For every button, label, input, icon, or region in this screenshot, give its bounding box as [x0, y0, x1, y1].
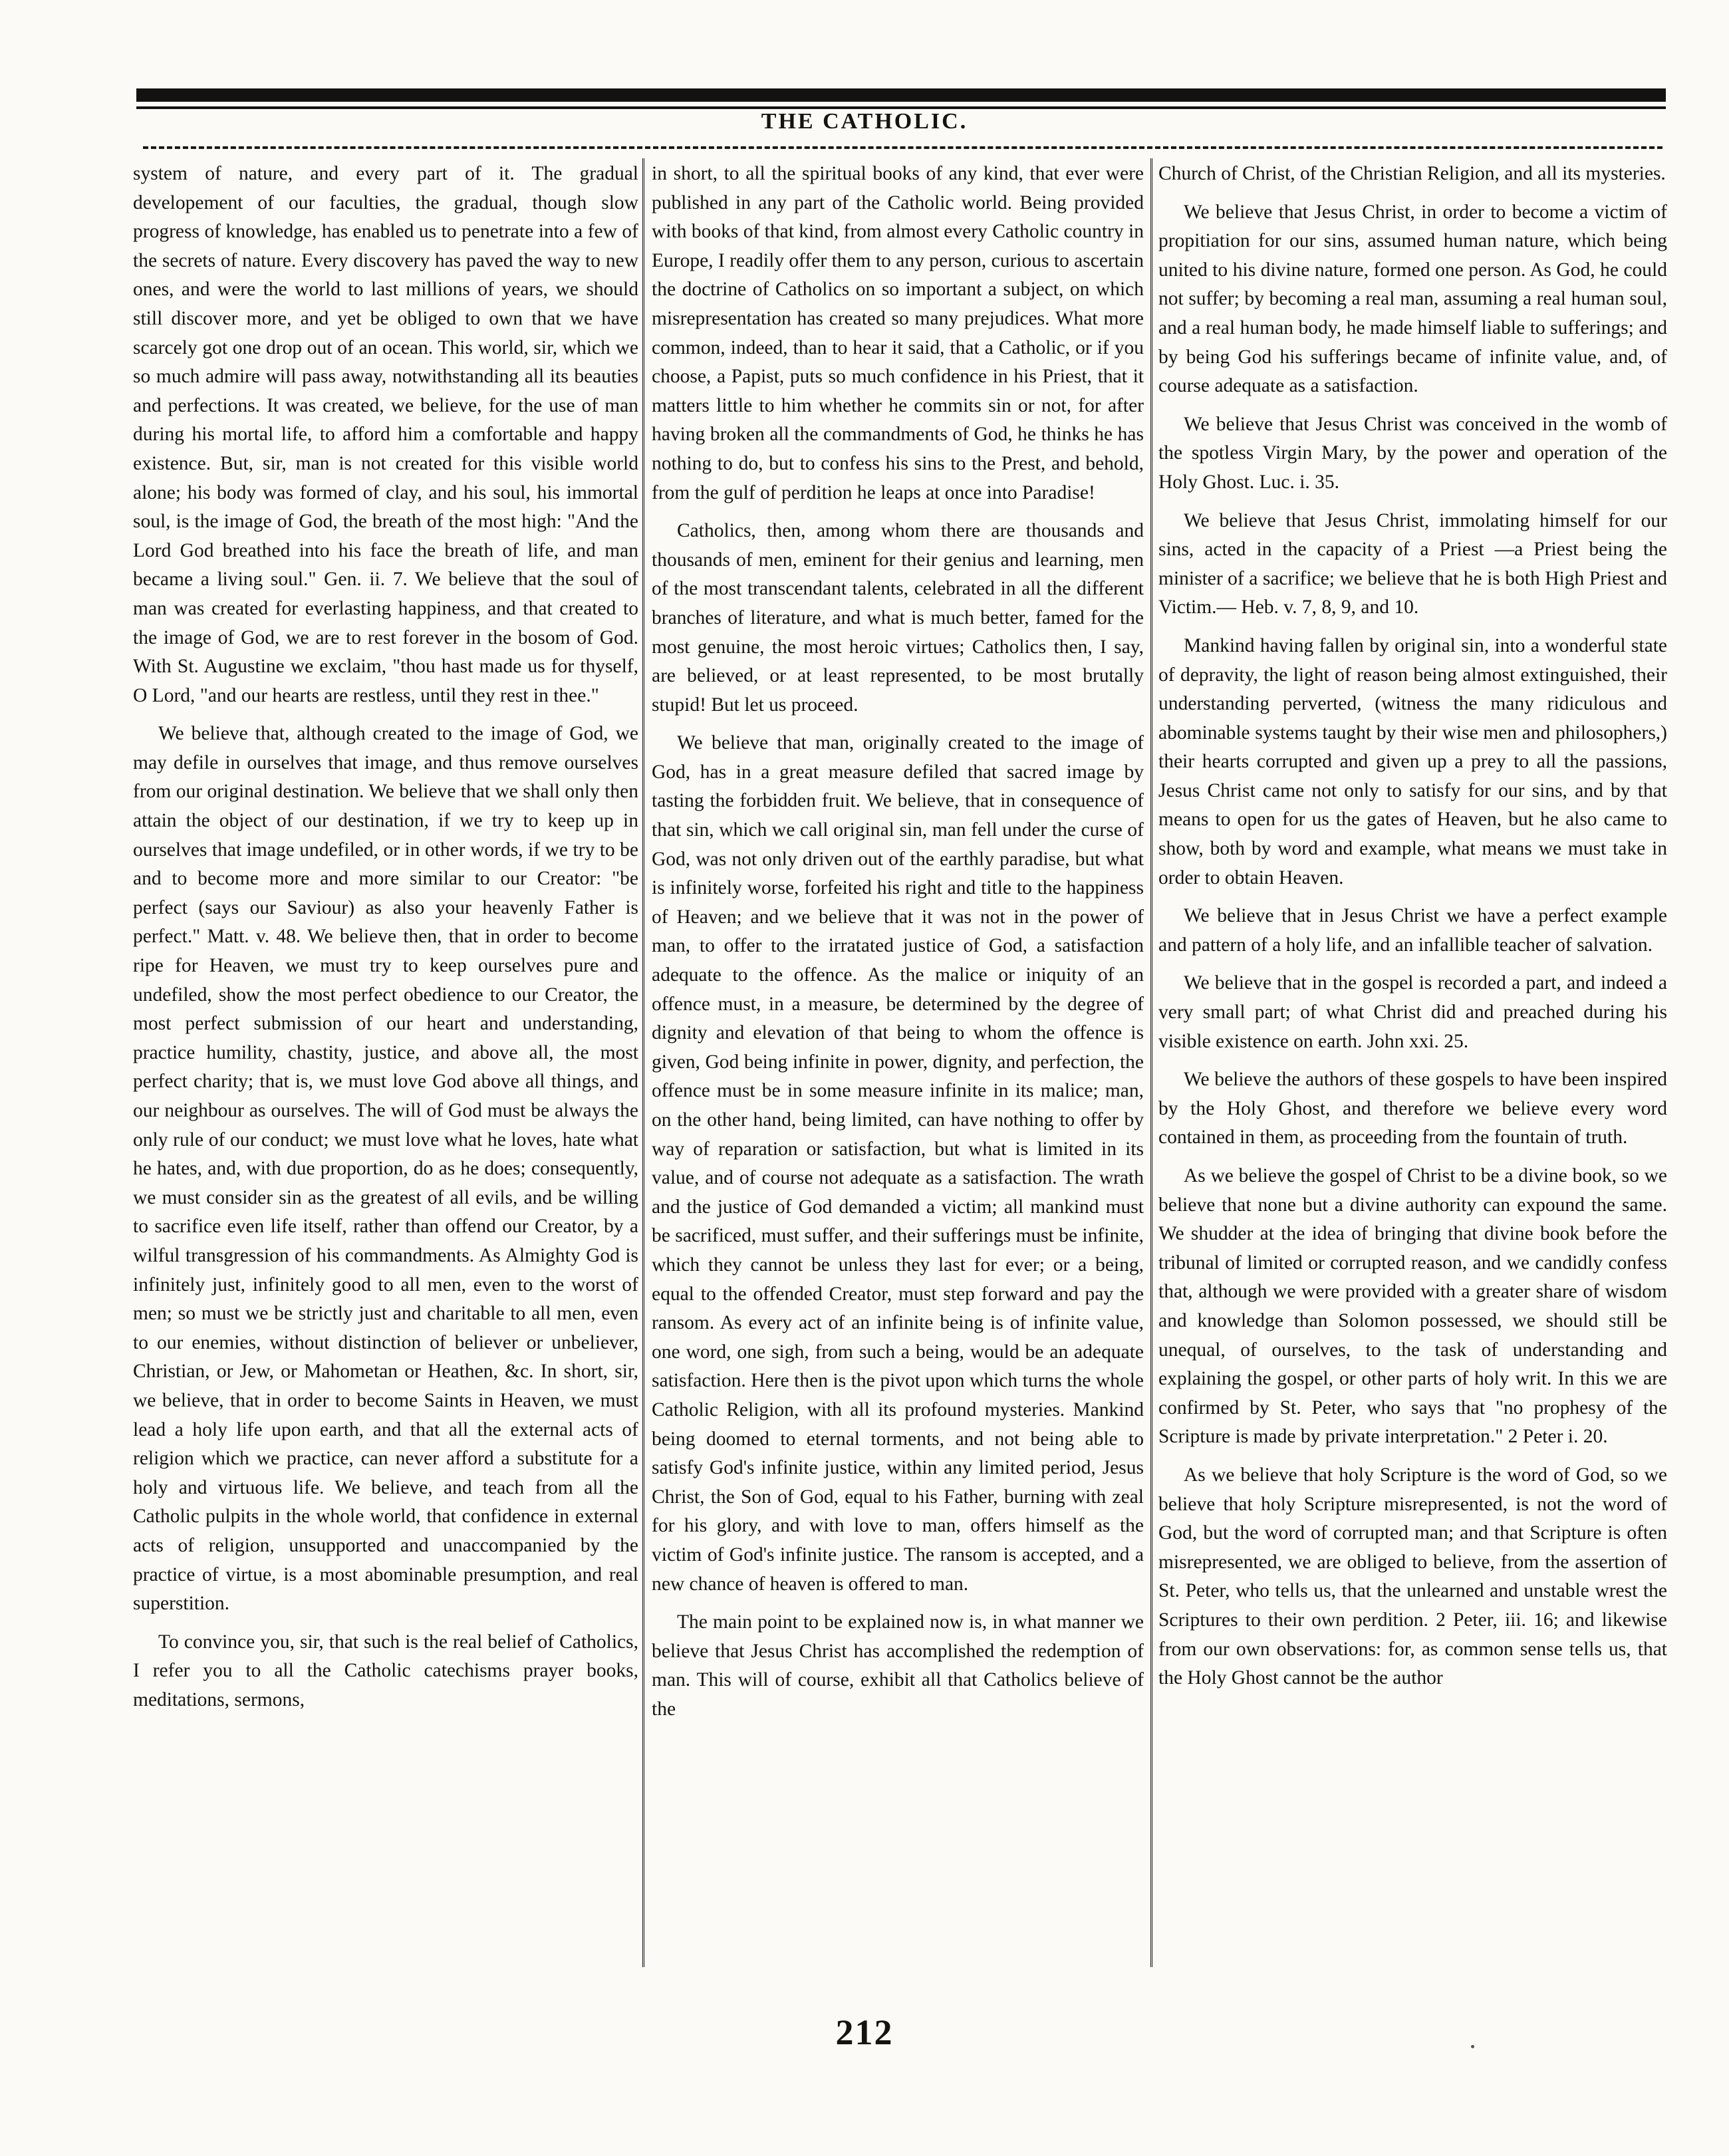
paragraph: As we believe the gospel of Christ to be a divine book, so we believe that none but a divine authority can expound the same. We shudder at the idea of bringing that divine book before the tribunal of limited or corrupted reason, and we candidly confess that, although we were provided with a greater share of wisdom and knowledge than Solomon possessed, we should still be unequal, of ourselves, to the task of understanding and explaining the gospel, or other parts of holy writ. In this we are confirmed by St. Peter, who says that "no prophesy of the Scripture is made by private interpretation." 2 Peter i. 20. [1158, 1165, 1667, 1448]
ink-speck [1471, 2045, 1474, 2048]
paragraph: We believe that Jesus Christ was conceived in the womb of the spotless Virgin Mary, by the power and operation of the Holy Ghost. Luc. i. 35. [1158, 413, 1667, 493]
paragraph: system of nature, and every part of it. The gradual developement of our faculties, the gradual, though slow progress of knowledge, has enabled us to penetrate into a few of the secrets of nature. Every discovery has paved the way to new ones, and were the world to last millions of years, we should still discover more, and yet be obliged to own that we have scarcely got one drop out of an ocean. This world, sir, which we so much admire will pass away, notwithstanding all its beauties and perfections. It was created, we believe, for the use of man during his mortal life, to afford him a comfortable and happy existence. But, sir, man is not created for this visible world alone; his body was formed of clay, and his soul, his immortal soul, is the image of God, the breath of the most high: "And the Lord God breathed into his face the breath of life, and man became a living soul." Gen. ii. 7. We believe that the soul of man was created for everlasting happiness, and that created to the image of God, we are to rest forever in the bosom of God. With St. Augustine we exclaim, "thou hast made us for thyself, O Lord, "and our hearts are restless, until they rest in thee." [133, 163, 638, 706]
paragraph: We believe that in Jesus Christ we have a perfect example and pattern of a holy life, and an infallible teacher of salvation. [1158, 905, 1667, 956]
paragraph: Church of Christ, of the Christian Religion, and all its mysteries. [1158, 163, 1666, 184]
paragraph: We believe that Jesus Christ, in order to become a victim of propitiation for our sins, assumed human nature, which being united to his divine nature, formed one person. As God, he could not suffer; by becoming a real man, assuming a real human soul, and a real human body, he made himself liable to sufferings; and by being God his sufferings became of infinite value, and, of course adequate as a satisfaction. [1158, 201, 1667, 397]
paragraph: We believe the authors of these gospels to have been inspired by the Holy Ghost, and therefore we believe every word contained in them, as proceeding from the fountain of truth. [1158, 1069, 1667, 1148]
paragraph: in short, to all the spiritual books of any kind, that ever were published in any part of the Catholic world. Being provided with books of that kind, from almost every Catholic country in Europe, I readily offer them to any person, curious to ascertain the doctrine of Catholics on so important a subject, on which misrepresentation has created so many prejudices. What more common, indeed, than to hear it said, that a Catholic, or if you choose, a Papist, puts so much confidence in his Priest, that it matters little to him whether he commits sin or not, for after having broken all the commandments of God, he thinks he has nothing to do, but to confess his sins to the Prest, and behold, from the gulf of perdition he leaps at once into Paradise! [652, 163, 1144, 503]
paragraph: Catholics, then, among whom there are thousands and thousands of men, eminent for their genius and learning, men of the most transcendant talents, celebrated in all the different branches of literature, and what is much better, famed for the most genuine, the most heroic virtues; Catholics then, I say, are believed, or at least represented, to be most brutally stupid! But let us proceed. [652, 520, 1144, 716]
paragraph: We believe that in the gospel is recorded a part, and indeed a very small part; of what Christ did and preached during his visible existence on earth. John xxi. 25. [1158, 972, 1667, 1052]
paragraph: We believe that man, originally created to the image of God, has in a great measure defiled that sacred image by tasting the forbidden fruit. We believe, that in consequence of that sin, which we call original sin, man fell under the curse of God, was not only driven out of the earthly paradise, but what is infinitely worse, forfeited his right and title to the happiness of Heaven; and we believe that it was not in the power of man, to offer to the irratated justice of God, a satisfaction adequate to the offence. As the malice or iniquity of an offence must, in a measure, be determined by the degree of dignity and elevation of that being to whom the offence is given, God being infinite in power, dignity, and perfection, the offence must be in some measure infinite in its malice; man, on the other hand, being limited, can have nothing to offer by way of reparation or satisfaction, but what is limited in its value, and of course not adequate as a satisfaction. The wrath and the justice of God demanded a victim; all mankind must be sacrificed, must suffer, and their sufferings must be infinite, which they cannot be unless they last for ever; or a being, equal to the offended Creator, must step forward and pay the ransom. As every act of an infinite being is of infinite value, one word, one sigh, from such a being, would be an adequate satisfaction. Here then is the pivot upon which turns the whole Catholic Religion, with all its profound mysteries. Mankind being doomed to eternal torments, and not being able to satisfy God's infinite justice, within any limited period, Jesus Christ, the Son of God, equal to his Father, burning with zeal for his glory, and with love to man, offers himself as the victim of God's infinite justice. The ransom is accepted, and a new chance of heaven is offered to man. [652, 732, 1144, 1595]
paragraph: We believe that Jesus Christ, immolating himself for our sins, acted in the capacity of a Priest —a Priest being the minister of a sacrifice; we believe that he is both High Priest and Victim.— Heb. v. 7, 8, 9, and 10. [1158, 509, 1667, 618]
header-thick-rule [136, 88, 1666, 102]
paragraph: To convince you, sir, that such is the real belief of Catholics, I refer you to all the Catholic catechisms prayer books, meditations, sermons, [133, 1631, 638, 1710]
paragraph: As we believe that holy Scripture is the word of God, so we believe that holy Scripture misrepresented, is not the word of God, but the word of corrupted man; and that Scripture is often misrepresented, we are obliged to believe, from the assertion of St. Peter, who tells us, that the unlearned and unstable wrest the Scriptures to their own perdition. 2 Peter, iii. 16; and likewise from our own observations: for, as common sense tells us, that the Holy Ghost cannot be the author [1158, 1464, 1667, 1689]
running-title: THE CATHOLIC. [761, 109, 968, 134]
column-1 [133, 160, 638, 1988]
page-number: 212 [835, 2012, 894, 2052]
paragraph: The main point to be explained now is, in what manner we believe that Jesus Christ has accomplished the redemption of man. This will of course, exhibit all that Catholics believe of the [652, 1611, 1144, 1720]
column-3 [1158, 160, 1667, 1988]
paragraph: We believe that, although created to the image of God, we may defile in ourselves that image, and thus remove ourselves from our original destination. We believe that we shall only then attain the object of our destination, if we try to keep up in ourselves that image undefiled, or in other words, if we try to be and to become more and more similar to our Creator: "be perfect (says our Saviour) as also your heavenly Father is perfect." Matt. v. 48. We believe then, that in order to become ripe for Heaven, we must try to keep ourselves pure and undefiled, show the most perfect obedience to our Creator, the most perfect submission of our heart and understanding, practice humility, chastity, justice, and above all, the most perfect charity; that is, we must love God above all things, and our neighbour as ourselves. The will of God must be always the only rule of our conduct; we must love what he loves, hate what he hates, and, with due proportion, do as he does; consequently, we must consider sin as the greatest of all evils, and be willing to sacrifice even life itself, rather than offend our Creator, by a wilful transgression of his commandments. As Almighty God is infinitely just, infinitely good to all men, even to the worst of men; so must we be strictly just and charitable to all men, even to our enemies, without distinction of believer or unbeliever, Christian, or Jew, or Mahometan or Heathen, &c. In short, sir, we believe, that in order to become Saints in Heaven, we must lead a holy life upon earth, and that all the external acts of religion which we practice, can never afford a substitute for a holy and virtuous life. We believe, and teach from all the Catholic pulpits in the whole world, that confidence in external acts of religion, unsupported and unaccompanied by the practice of virtue, is a most abominable presumption, and real superstition. [133, 723, 638, 1615]
column-separator [1150, 158, 1152, 1967]
column-2 [652, 160, 1144, 1988]
header-dashed-rule [143, 146, 1662, 149]
column-separator [642, 158, 644, 1967]
paragraph: Mankind having fallen by original sin, into a wonderful state of depravity, the light of reason being almost extinguished, their understanding perverted, (witness the many ridiculous and abominable systems taught by their wise men and philosophers,) their hearts corrupted and given up a prey to all the passions, Jesus Christ came not only to satisfy for our sins, and by that means to open for us the gates of Heaven, but he also came to show, both by word and example, what means we must take in order to obtain Heaven. [1158, 634, 1667, 888]
